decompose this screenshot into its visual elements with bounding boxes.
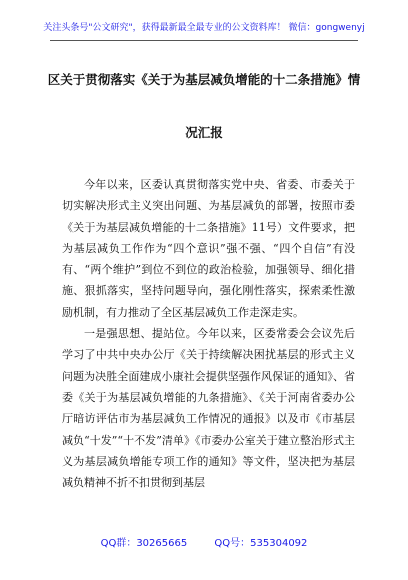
document-title-line-1: 区关于贯彻落实《关于为基层减负增能的十二条措施》情 [47, 72, 361, 87]
document-title-line-2: 况汇报 [185, 125, 223, 140]
footer-qq-group: QQ群：30265665 [100, 538, 188, 549]
document-body [62, 174, 355, 493]
footer-contact [0, 534, 408, 549]
footer-qq-number: QQ号：535304092 [214, 538, 308, 549]
paragraph-point-one: 一是强思想、提站位。今年以来，区委常委会会议先后学习了中共中央办公厅《关于持续解决困扰基层的形式主义问题为决胜全面建成小康社会提供坚强作风保证的通知》、省委《关于为基层减负增能的九条措施》、《关于河南省委办公厅暗访评估市为基层减负工作情况的通报》以及市《市基层减负“十发”“十不发”清单》《市委办公室关于建立整治形式主义为基层减负增能专项工作的通知》等文件，坚决把为基层减负精神不折不扣贯彻到基层 [62, 327, 355, 490]
paragraph-intro: 今年以来，区委认真贯彻落实党中央、省委、市委关于切实解决形式主义突出问题、为基层减负的部署，按照市委《关于为基层减负增能的十二条措施》11号）文件要求，把为基层减负工作作为“四个意识”强不强、“四个自信”有没有、“两个维护”到位不到位的政治检验，加强领导、细化措施、狠抓落实，坚持问题导向，强化刚性落实，探索柔性激励机制，有力推动了全区基层减负工作走深走实。 [62, 178, 355, 319]
header-promo-text: 关注头条号"公文研究"，获得最新最全最专业的公文资料库！ 微信：gongwenyj [43, 23, 365, 33]
header-divider [50, 40, 358, 41]
